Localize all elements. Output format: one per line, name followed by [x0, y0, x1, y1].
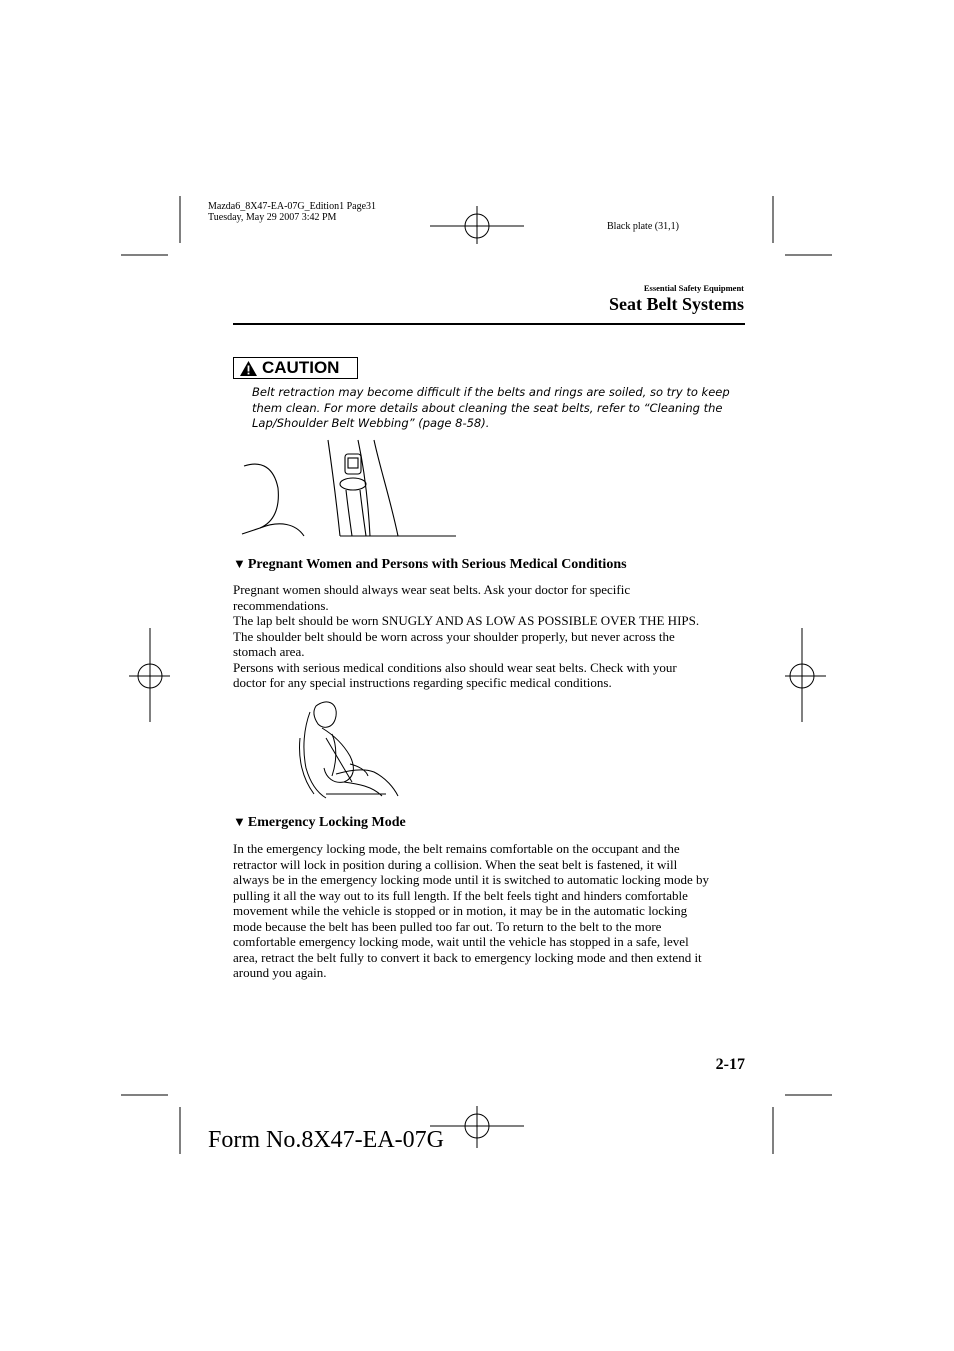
caution-label: CAUTION — [262, 358, 340, 377]
text-line: doctor for any special instructions regarding specific medical conditions. — [233, 675, 612, 690]
caution-line: them clean. For more details about cleaning the seat belts, refer to “Cleaning the — [252, 400, 723, 415]
seat-belt-ring-illustration — [240, 438, 460, 540]
page-title: Seat Belt Systems — [609, 294, 744, 314]
caution-line: Belt retraction may become difficult if the belts and rings are soiled, so try to keep — [252, 385, 730, 399]
warning-icon — [239, 360, 258, 377]
print-info — [208, 201, 376, 223]
text-line: In the emergency locking mode, the belt remains comfortable on the occupant and the — [233, 841, 680, 856]
text-line: comfortable emergency locking mode, wait until the vehicle has stopped in a safe, level — [233, 934, 689, 949]
print-info-file: Mazda6_8X47-EA-07G_Edition1 Page31 — [208, 201, 377, 212]
caution-box — [233, 357, 358, 379]
title-rule — [233, 323, 745, 325]
text-line: Persons with serious medical conditions also should wear seat belts. Check with your — [233, 659, 677, 675]
text-line: always be in the emergency locking mode until it is switched to automatic locking mode by — [233, 872, 709, 887]
caution-text — [252, 385, 747, 432]
section-heading-text: Emergency Locking Mode — [247, 815, 406, 830]
text-line: movement while the vehicle is stopped or in motion, it may be in the automatic locking — [233, 903, 688, 918]
text-line: pulling it all the way out to its full length. If the belt feels tight and hinders comfortable — [233, 887, 688, 903]
text-line: mode because the belt has been pulled too far out. To return to the belt to the more — [233, 918, 662, 934]
text-line: stomach area. — [233, 644, 305, 659]
triangle-down-icon: ▼ — [233, 556, 246, 571]
pregnant-woman-seat-illustration — [296, 698, 404, 800]
paragraph-emergency — [233, 841, 748, 981]
section-heading-pregnant — [233, 556, 627, 573]
text-line: The lap belt should be worn SNUGLY AND AS LOW AS POSSIBLE OVER THE HIPS. — [233, 613, 700, 628]
triangle-down-icon: ▼ — [233, 814, 246, 829]
text-line: around you again. — [233, 965, 327, 980]
page-number: 2-17 — [715, 1056, 745, 1073]
section-label: Essential Safety Equipment — [643, 283, 744, 293]
section-heading-text: Pregnant Women and Persons with Serious Medical Conditions — [247, 557, 627, 572]
paragraph-pregnant — [233, 582, 748, 691]
text-line: recommendations. — [233, 597, 329, 613]
form-number: Form No.8X47-EA-07G — [208, 1127, 444, 1153]
text-line: Pregnant women should always wear seat belts. Ask your doctor for specific — [233, 582, 631, 597]
text-line: retractor will lock in position during a collision. When the seat belt is fastened, it will — [233, 856, 678, 872]
text-line: area, retract the belt fully to convert it back to emergency locking mode and then extend it — [233, 949, 702, 965]
print-info-date: Tuesday, May 29 2007 3:42 PM — [208, 212, 337, 223]
section-heading-emergency — [233, 814, 406, 831]
text-line: The shoulder belt should be worn across your shoulder properly, but never across the — [233, 628, 675, 644]
caution-line: Lap/Shoulder Belt Webbing” (page 8-58). — [252, 416, 490, 430]
plate-label: Black plate (31,1) — [607, 221, 679, 232]
